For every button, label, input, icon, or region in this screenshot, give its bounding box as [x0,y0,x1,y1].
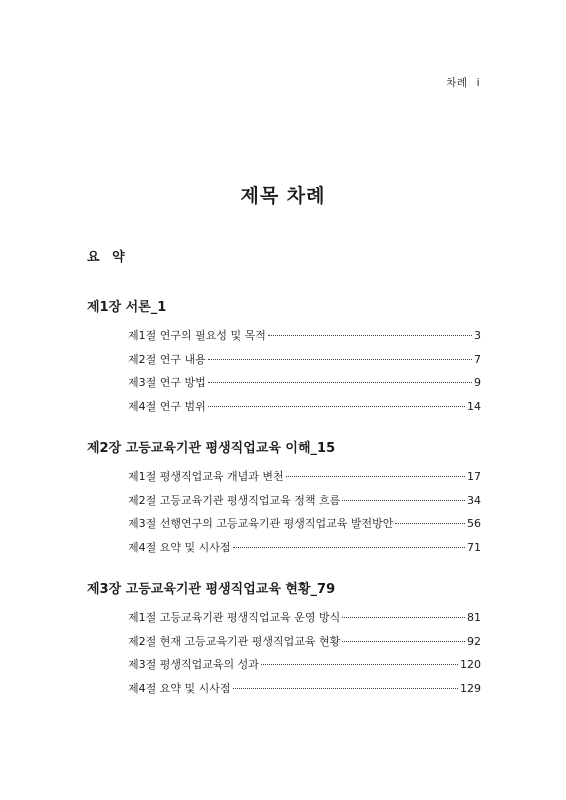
toc-section-label: 제3절 연구 방법 [128,376,206,390]
toc-section-label: 제4절 연구 범위 [128,399,206,413]
toc-chapter-title[interactable]: 제3장 고등교육기관 평생직업교육 현황_79 [87,582,336,597]
toc-section-page: 34 [467,493,481,507]
dot-leader [261,663,458,665]
page-title: 제목 차례 [240,185,326,207]
toc-chapter-title[interactable]: 제1장 서론_1 [87,300,167,315]
toc-section-label: 제1절 고등교육기관 평생직업교육 운영 방식 [128,611,341,624]
dot-leader [342,616,465,618]
toc-section-page: 71 [467,540,481,554]
toc-section-page: 14 [467,399,481,413]
toc-section-label: 제1절 연구의 필요성 및 목적 [128,329,266,342]
toc-section-label: 제2절 연구 내용 [128,352,206,366]
toc-section-page: 120 [460,658,481,672]
toc-section-label: 제3절 평생직업교육의 성과 [128,658,259,672]
toc-section-entry[interactable] [128,489,481,513]
toc-section-page: 9 [474,376,481,390]
dot-leader [208,358,472,360]
dot-leader [233,687,459,689]
toc-chapter-3 [87,580,481,700]
toc-section-label: 제2절 고등교육기관 평생직업교육 정책 흐름 [128,493,341,507]
toc-chapter-2 [87,439,481,559]
toc-section-entry[interactable] [128,606,481,630]
running-header-page-number: i [476,77,480,89]
dot-leader [342,640,465,642]
toc-section-page: 92 [467,634,481,648]
toc-section-label: 제3절 선행연구의 고등교육기관 평생직업교육 발전방안 [128,517,394,531]
toc-section-entry[interactable] [128,324,481,348]
toc-section-entry[interactable] [128,371,481,395]
toc-chapter-1 [87,298,481,418]
dot-leader [233,546,466,548]
toc-section-entry[interactable] [128,630,481,654]
toc-section-entry[interactable] [128,348,481,372]
dot-leader [342,499,465,501]
dot-leader [395,522,465,524]
dot-leader [286,475,465,477]
toc-section-entry[interactable] [128,465,481,489]
toc-summary-entry[interactable]: 요 약 [87,250,129,265]
toc-section-label: 제4절 요약 및 시사점 [128,540,231,554]
toc-section-page: 81 [467,611,481,624]
toc-section-page: 3 [474,329,481,342]
toc-section-page: 7 [474,352,481,366]
toc-section-entry[interactable] [128,653,481,677]
toc-section-label: 제4절 요약 및 시사점 [128,681,231,695]
toc-section-entry[interactable] [128,512,481,536]
running-header [446,75,480,90]
toc-section-label: 제2절 현재 고등교육기관 평생직업교육 현황 [128,634,341,648]
toc-section-entry[interactable] [128,395,481,419]
dot-leader [208,381,472,383]
toc-chapter-title[interactable]: 제2장 고등교육기관 평생직업교육 이해_15 [87,441,336,456]
dot-leader [208,405,465,407]
toc-section-page: 56 [467,517,481,531]
running-header-label: 차례 [446,77,468,89]
toc-section-page: 129 [460,681,481,695]
toc-section-page: 17 [467,470,481,483]
toc-section-entry[interactable] [128,536,481,560]
dot-leader [268,334,472,336]
toc-section-label: 제1절 평생직업교육 개념과 변천 [128,470,284,483]
toc-section-entry[interactable] [128,677,481,701]
